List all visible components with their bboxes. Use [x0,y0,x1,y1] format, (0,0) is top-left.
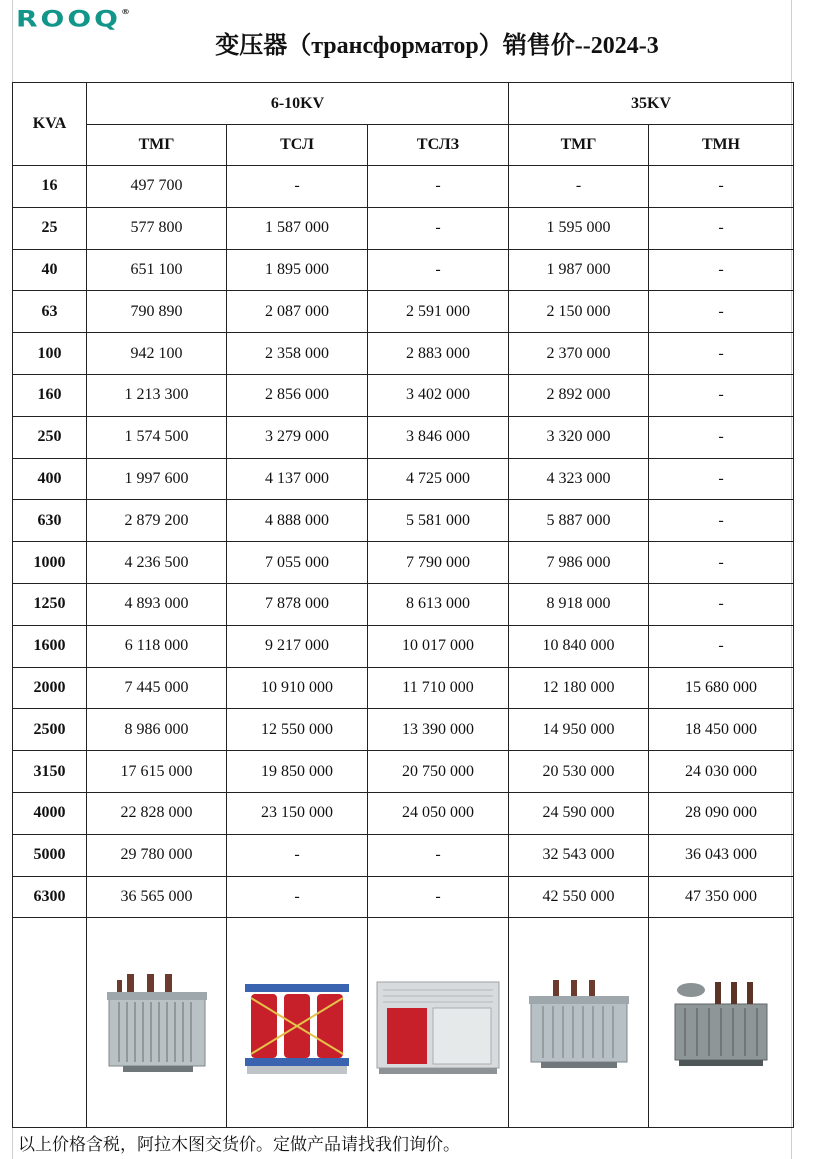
table-row [13,416,794,458]
product-image-cell [227,918,368,1128]
price-cell: 5 581 000 [368,500,509,542]
price-cell: 10 017 000 [368,625,509,667]
price-cell: 5 887 000 [509,500,649,542]
price-cell: 18 450 000 [649,709,794,751]
price-cell: 9 217 000 [227,625,368,667]
price-cell: - [649,249,794,291]
logo-text: ROOQ [16,6,121,32]
price-cell: 1 987 000 [509,249,649,291]
table-row [13,625,794,667]
price-cell: 12 550 000 [227,709,368,751]
table-row [13,667,794,709]
price-cell: 7 445 000 [87,667,227,709]
price-cell: 24 590 000 [509,792,649,834]
product-images-row [13,918,794,1128]
price-cell: 3 846 000 [368,416,509,458]
price-table [12,82,794,1128]
kva-cell: 160 [13,374,87,416]
power-transformer-tmn-icon [661,968,781,1078]
product-image-cell [87,918,227,1128]
price-cell: 2 856 000 [227,374,368,416]
price-cell: 8 986 000 [87,709,227,751]
table-row [13,500,794,542]
table-row [13,876,794,918]
table-row [13,834,794,876]
price-cell: 2 591 000 [368,291,509,333]
price-cell: - [649,500,794,542]
price-cell: - [368,207,509,249]
price-cell: 10 840 000 [509,625,649,667]
price-cell: 19 850 000 [227,751,368,793]
kva-cell: 3150 [13,751,87,793]
price-cell: 4 137 000 [227,458,368,500]
table-row [13,792,794,834]
kva-cell: 5000 [13,834,87,876]
kva-cell: 400 [13,458,87,500]
kva-cell: 1600 [13,625,87,667]
price-cell: 29 780 000 [87,834,227,876]
kva-cell: 40 [13,249,87,291]
price-cell: - [368,166,509,208]
footer-note: 以上价格含税，阿拉木图交货价。定做产品请找我们询价。 [18,1135,460,1155]
table-row [13,249,794,291]
product-image-cell [649,918,794,1128]
header-row-groups [13,83,794,125]
table-row [13,583,794,625]
price-cell: - [649,458,794,500]
price-cell: 497 700 [87,166,227,208]
price-cell: 22 828 000 [87,792,227,834]
kva-cell: 250 [13,416,87,458]
price-cell: 2 892 000 [509,374,649,416]
price-cell: 10 910 000 [227,667,368,709]
kva-header: KVA [13,83,87,166]
kva-cell: 25 [13,207,87,249]
col-header-tmg-35: ТМГ [509,125,649,166]
enclosed-transformer-tslz-icon [373,968,503,1078]
kva-cell: 6300 [13,876,87,918]
price-cell: 651 100 [87,249,227,291]
price-cell: 2 087 000 [227,291,368,333]
kva-cell: 4000 [13,792,87,834]
price-cell: 28 090 000 [649,792,794,834]
price-cell: 2 358 000 [227,333,368,375]
price-cell: 7 878 000 [227,583,368,625]
col-header-tmg: ТМГ [87,125,227,166]
price-cell: 20 530 000 [509,751,649,793]
table-row [13,374,794,416]
price-cell: 17 615 000 [87,751,227,793]
price-cell: 4 323 000 [509,458,649,500]
price-cell: 47 350 000 [649,876,794,918]
price-cell: 1 997 600 [87,458,227,500]
price-cell: 24 050 000 [368,792,509,834]
price-cell: 23 150 000 [227,792,368,834]
price-cell: - [368,876,509,918]
price-cell: 942 100 [87,333,227,375]
price-cell: 12 180 000 [509,667,649,709]
price-cell: - [649,583,794,625]
kva-cell: 100 [13,333,87,375]
table-row [13,207,794,249]
product-image-cell [368,918,509,1128]
table-row [13,751,794,793]
price-cell: 1 213 300 [87,374,227,416]
col-header-tslz: ТСЛЗ [368,125,509,166]
col-header-tsl: ТСЛ [227,125,368,166]
price-cell: 790 890 [87,291,227,333]
price-cell: 6 118 000 [87,625,227,667]
price-cell: 20 750 000 [368,751,509,793]
price-cell: 15 680 000 [649,667,794,709]
price-cell: 2 150 000 [509,291,649,333]
kva-cell: 2500 [13,709,87,751]
price-cell: 7 790 000 [368,542,509,584]
price-cell: 42 550 000 [509,876,649,918]
price-cell: - [227,166,368,208]
price-cell: 11 710 000 [368,667,509,709]
kva-cell: 2000 [13,667,87,709]
table-row [13,291,794,333]
price-cell: 4 236 500 [87,542,227,584]
price-cell: - [227,876,368,918]
price-cell: - [649,333,794,375]
price-cell: 3 279 000 [227,416,368,458]
price-cell: - [227,834,368,876]
price-cell: - [649,166,794,208]
header-row-types [13,125,794,166]
kva-cell: 16 [13,166,87,208]
price-cell: - [368,834,509,876]
group-header-6-10kv: 6-10KV [87,83,509,125]
kva-cell: 1000 [13,542,87,584]
price-cell: 13 390 000 [368,709,509,751]
table-row [13,542,794,584]
kva-cell: 630 [13,500,87,542]
price-cell: - [649,374,794,416]
price-cell: 7 055 000 [227,542,368,584]
price-cell: 1 574 500 [87,416,227,458]
price-cell: 3 402 000 [368,374,509,416]
price-cell: - [649,416,794,458]
price-cell: - [368,249,509,291]
price-cell: 4 888 000 [227,500,368,542]
price-cell: 7 986 000 [509,542,649,584]
price-cell: 2 370 000 [509,333,649,375]
group-header-35kv: 35KV [509,83,794,125]
page-title: 变压器（трансформатор）销售价--2024-3 [215,33,659,59]
price-cell: 1 895 000 [227,249,368,291]
price-cell: 8 918 000 [509,583,649,625]
price-cell: 14 950 000 [509,709,649,751]
logo-registered-mark: ® [120,8,130,16]
price-cell: - [509,166,649,208]
price-cell: 1 587 000 [227,207,368,249]
price-cell: 577 800 [87,207,227,249]
price-cell: 24 030 000 [649,751,794,793]
price-cell: - [649,291,794,333]
price-cell: 36 043 000 [649,834,794,876]
oil-transformer-35kv-tmg-icon [519,968,639,1078]
product-image-cell [509,918,649,1128]
price-cell: 2 879 200 [87,500,227,542]
col-header-tmn: ТМН [649,125,794,166]
price-cell: 4 893 000 [87,583,227,625]
price-cell: 2 883 000 [368,333,509,375]
kva-cell: 63 [13,291,87,333]
price-cell: - [649,625,794,667]
image-spacer-cell [13,918,87,1128]
table-row [13,458,794,500]
kva-cell: 1250 [13,583,87,625]
price-cell: 36 565 000 [87,876,227,918]
price-cell: 32 543 000 [509,834,649,876]
table-row [13,333,794,375]
price-cell: 8 613 000 [368,583,509,625]
price-cell: 1 595 000 [509,207,649,249]
table-row [13,166,794,208]
header [12,0,792,82]
table-row [13,709,794,751]
price-cell: - [649,542,794,584]
price-cell: 4 725 000 [368,458,509,500]
dry-transformer-tsl-icon [237,968,357,1078]
price-cell: - [649,207,794,249]
oil-transformer-tmg-icon [97,968,217,1078]
price-cell: 3 320 000 [509,416,649,458]
